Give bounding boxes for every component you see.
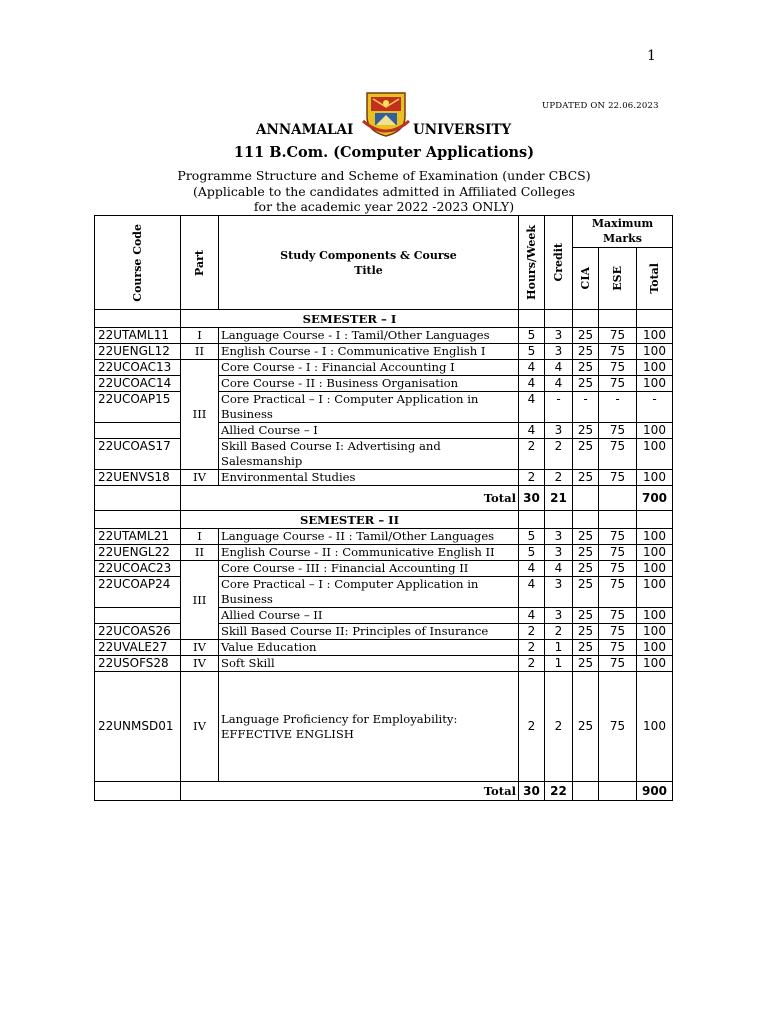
total: 100 xyxy=(637,344,673,360)
semester-1-total-row xyxy=(95,486,673,511)
cia: 25 xyxy=(573,439,599,470)
course-code: 22UCOAC23 xyxy=(95,561,181,577)
ese: 75 xyxy=(599,561,637,577)
total-hours: 30 xyxy=(519,782,545,801)
header-total xyxy=(637,248,673,310)
total: 100 xyxy=(637,672,673,782)
hours: 2 xyxy=(519,624,545,640)
hours: 4 xyxy=(519,423,545,439)
table-row xyxy=(95,656,673,672)
total: 100 xyxy=(637,624,673,640)
total: 100 xyxy=(637,608,673,624)
course-code: 22USOFS28 xyxy=(95,656,181,672)
university-name-left: ANNAMALAI xyxy=(256,122,354,138)
course-code: 22UCOAS26 xyxy=(95,624,181,640)
total: 100 xyxy=(637,640,673,656)
blank-cell xyxy=(573,486,599,511)
table-row xyxy=(95,640,673,656)
course-code: 22UENGL22 xyxy=(95,545,181,561)
hours: 5 xyxy=(519,328,545,344)
blank-cell xyxy=(519,511,545,529)
cia: 25 xyxy=(573,423,599,439)
credit: - xyxy=(545,392,573,423)
programme-title: 111 B.Com. (Computer Applications) xyxy=(233,144,535,161)
hours: 4 xyxy=(519,561,545,577)
ese: 75 xyxy=(599,360,637,376)
table-row xyxy=(95,328,673,344)
cia: 25 xyxy=(573,360,599,376)
ese: 75 xyxy=(599,439,637,470)
course-code: 22UNMSD01 xyxy=(95,672,181,782)
university-name-right: UNIVERSITY xyxy=(413,122,512,138)
course-code: 22UCOAC14 xyxy=(95,376,181,392)
blank-cell xyxy=(573,782,599,801)
table-row xyxy=(95,561,673,577)
total-marks: 900 xyxy=(637,782,673,801)
blank-cell xyxy=(519,310,545,328)
ese: 75 xyxy=(599,656,637,672)
credit: 1 xyxy=(545,640,573,656)
course-part: I xyxy=(181,328,219,344)
ese: 75 xyxy=(599,577,637,608)
updated-date: UPDATED ON 22.06.2023 xyxy=(542,101,659,111)
course-part: IV xyxy=(181,470,219,486)
ese: 75 xyxy=(599,624,637,640)
course-code: 22UCOAP24 xyxy=(95,577,181,608)
blank-cell xyxy=(573,511,599,529)
table-row xyxy=(95,529,673,545)
course-title: Skill Based Course I: Advertising and Salesmanship xyxy=(219,439,519,470)
ese: 75 xyxy=(599,376,637,392)
course-title: Language Course - II : Tamil/Other Languages xyxy=(219,529,519,545)
hours: 5 xyxy=(519,344,545,360)
ese: 75 xyxy=(599,672,637,782)
course-title: Core Course - II : Business Organisation xyxy=(219,376,519,392)
table-row xyxy=(95,470,673,486)
credit: 4 xyxy=(545,561,573,577)
header-cia-text: CIA xyxy=(579,267,592,290)
course-part: II xyxy=(181,545,219,561)
ese: 75 xyxy=(599,470,637,486)
course-part: III xyxy=(181,360,219,470)
credit: 2 xyxy=(545,470,573,486)
total: 100 xyxy=(637,577,673,608)
course-part: IV xyxy=(181,640,219,656)
course-title: Language Proficiency for Employability: EFFECTIVE ENGLISH xyxy=(219,672,519,782)
description-line-3: for the academic year 2022 -2023 ONLY) xyxy=(253,199,515,214)
blank-cell xyxy=(573,310,599,328)
course-code: 22UCOAP15 xyxy=(95,392,181,423)
course-title: Allied Course – I xyxy=(219,423,519,439)
table-row xyxy=(95,344,673,360)
header-maximum-marks: Maximum Marks xyxy=(573,216,673,248)
ese: 75 xyxy=(599,423,637,439)
credit: 3 xyxy=(545,577,573,608)
cia: 25 xyxy=(573,328,599,344)
page-number: 1 xyxy=(647,48,656,64)
ese: 75 xyxy=(599,529,637,545)
cia: 25 xyxy=(573,608,599,624)
course-title: English Course - I : Communicative English I xyxy=(219,344,519,360)
blank-cell xyxy=(95,486,181,511)
course-code: 22UENVS18 xyxy=(95,470,181,486)
ese: 75 xyxy=(599,328,637,344)
total: 100 xyxy=(637,545,673,561)
ese: 75 xyxy=(599,608,637,624)
cia: - xyxy=(573,392,599,423)
hours: 2 xyxy=(519,672,545,782)
course-title: Value Education xyxy=(219,640,519,656)
header-credit-text: Credit xyxy=(552,243,565,282)
cia: 25 xyxy=(573,376,599,392)
table-row xyxy=(95,672,673,782)
credit: 4 xyxy=(545,360,573,376)
course-title: Language Course - I : Tamil/Other Languages xyxy=(219,328,519,344)
cia: 25 xyxy=(573,529,599,545)
cia: 25 xyxy=(573,344,599,360)
header-total-text: Total xyxy=(648,263,661,294)
course-structure-table xyxy=(94,215,673,801)
hours: 5 xyxy=(519,529,545,545)
credit: 3 xyxy=(545,529,573,545)
total: 100 xyxy=(637,529,673,545)
total: 100 xyxy=(637,656,673,672)
semester-1-title: SEMESTER – I xyxy=(181,310,519,328)
course-title: Environmental Studies xyxy=(219,470,519,486)
blank-cell xyxy=(599,486,637,511)
total: 100 xyxy=(637,470,673,486)
hours: 5 xyxy=(519,545,545,561)
hours: 2 xyxy=(519,470,545,486)
cia: 25 xyxy=(573,545,599,561)
course-code xyxy=(95,423,181,439)
blank-cell xyxy=(599,310,637,328)
cia: 25 xyxy=(573,470,599,486)
programme-description xyxy=(0,168,768,215)
total-hours: 30 xyxy=(519,486,545,511)
cia: 25 xyxy=(573,561,599,577)
course-title: Core Course - III : Financial Accounting II xyxy=(219,561,519,577)
hours: 4 xyxy=(519,392,545,423)
course-code: 22UCOAC13 xyxy=(95,360,181,376)
blank-cell xyxy=(545,310,573,328)
credit: 2 xyxy=(545,672,573,782)
header-hours xyxy=(519,216,545,310)
course-code: 22UTAML21 xyxy=(95,529,181,545)
hours: 4 xyxy=(519,608,545,624)
hours: 4 xyxy=(519,376,545,392)
total-credit: 21 xyxy=(545,486,573,511)
total-label: Total xyxy=(181,782,519,801)
blank-cell xyxy=(599,511,637,529)
course-code: 22UCOAS17 xyxy=(95,439,181,470)
course-part: IV xyxy=(181,672,219,782)
semester-blank-cell xyxy=(95,310,181,328)
description-line-1: Programme Structure and Scheme of Examination (under CBCS) xyxy=(177,168,591,183)
cia: 25 xyxy=(573,672,599,782)
header-study-text: Study Components & Course Title xyxy=(280,248,457,277)
hours: 4 xyxy=(519,360,545,376)
total: 100 xyxy=(637,376,673,392)
course-code xyxy=(95,608,181,624)
total: 100 xyxy=(637,328,673,344)
course-part: I xyxy=(181,529,219,545)
course-part: II xyxy=(181,344,219,360)
semester-2-total-row xyxy=(95,782,673,801)
total-marks: 700 xyxy=(637,486,673,511)
course-title: Core Practical – I : Computer Application in Business xyxy=(219,392,519,423)
blank-cell xyxy=(95,782,181,801)
credit: 3 xyxy=(545,344,573,360)
semester-blank-cell xyxy=(95,511,181,529)
cia: 25 xyxy=(573,656,599,672)
blank-cell xyxy=(637,310,673,328)
ese: 75 xyxy=(599,545,637,561)
hours: 4 xyxy=(519,577,545,608)
header-ese-text: ESE xyxy=(611,266,624,291)
description-line-2: (Applicable to the candidates admitted in Affiliated Colleges xyxy=(192,183,576,199)
cia: 25 xyxy=(573,577,599,608)
total: 100 xyxy=(637,423,673,439)
credit: 4 xyxy=(545,376,573,392)
table-row xyxy=(95,360,673,376)
university-emblem-logo xyxy=(361,91,411,137)
credit: 3 xyxy=(545,545,573,561)
credit: 2 xyxy=(545,624,573,640)
header-course-code-text: Course Code xyxy=(131,223,144,302)
hours: 2 xyxy=(519,656,545,672)
course-title: Soft Skill xyxy=(219,656,519,672)
course-code: 22UENGL12 xyxy=(95,344,181,360)
credit: 2 xyxy=(545,439,573,470)
ese: - xyxy=(599,392,637,423)
blank-cell xyxy=(599,782,637,801)
ese: 75 xyxy=(599,640,637,656)
header-credit xyxy=(545,216,573,310)
table-row xyxy=(95,545,673,561)
total: - xyxy=(637,392,673,423)
cia: 25 xyxy=(573,624,599,640)
credit: 3 xyxy=(545,328,573,344)
credit: 3 xyxy=(545,423,573,439)
course-code: 22UVALE27 xyxy=(95,640,181,656)
course-code: 22UTAML11 xyxy=(95,328,181,344)
header-course-code xyxy=(95,216,181,310)
cia: 25 xyxy=(573,640,599,656)
header-ese xyxy=(599,248,637,310)
credit: 1 xyxy=(545,656,573,672)
blank-cell xyxy=(545,511,573,529)
course-title: Core Course - I : Financial Accounting I xyxy=(219,360,519,376)
total: 100 xyxy=(637,439,673,470)
header-part-text: Part xyxy=(193,249,206,276)
course-title: Skill Based Course II: Principles of Insurance xyxy=(219,624,519,640)
hours: 2 xyxy=(519,640,545,656)
total: 100 xyxy=(637,360,673,376)
course-part: IV xyxy=(181,656,219,672)
header-hours-text: Hours/Week xyxy=(525,225,538,300)
blank-cell xyxy=(637,511,673,529)
header-study-components xyxy=(219,216,519,310)
course-title: Core Practical – I : Computer Application in Business xyxy=(219,577,519,608)
credit: 3 xyxy=(545,608,573,624)
ese: 75 xyxy=(599,344,637,360)
total-label: Total xyxy=(181,486,519,511)
hours: 2 xyxy=(519,439,545,470)
header-part xyxy=(181,216,219,310)
total-credit: 22 xyxy=(545,782,573,801)
course-part: III xyxy=(181,561,219,640)
header-cia xyxy=(573,248,599,310)
course-title: Allied Course – II xyxy=(219,608,519,624)
semester-2-title: SEMESTER – II xyxy=(181,511,519,529)
total: 100 xyxy=(637,561,673,577)
course-title: English Course - II : Communicative English II xyxy=(219,545,519,561)
